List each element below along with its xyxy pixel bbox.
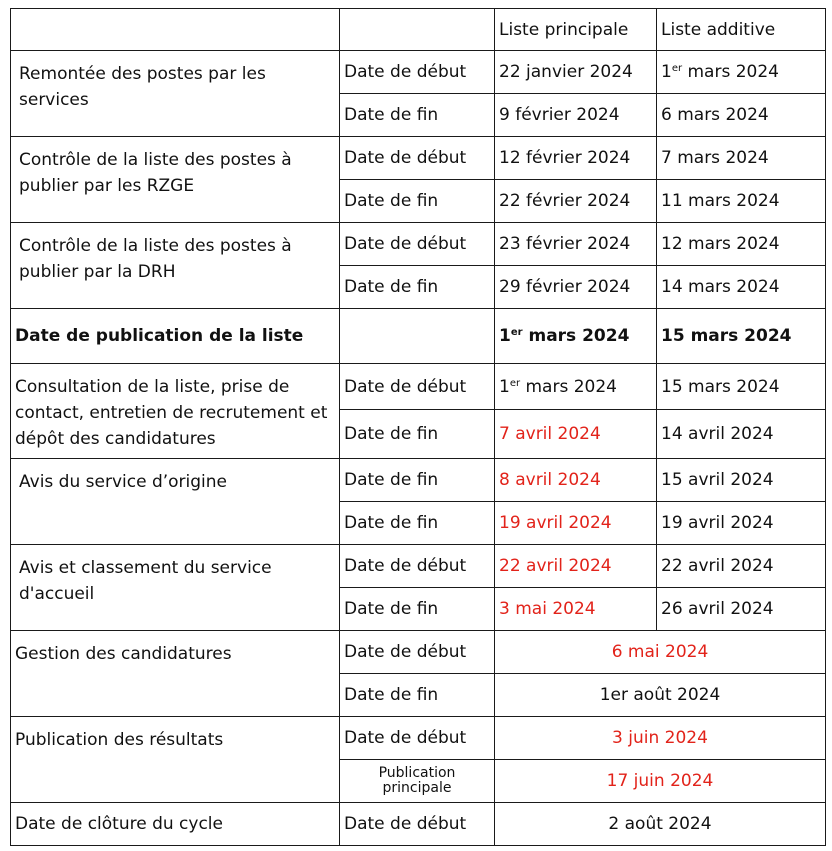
ordinal-number: 1 xyxy=(499,326,511,346)
merged-date: 6 mai 2024 xyxy=(495,631,826,674)
table-row xyxy=(11,717,826,760)
date-label: Date de début xyxy=(340,717,495,760)
activity-cell: Publication des résultats xyxy=(11,717,340,803)
principale-date: 22 février 2024 xyxy=(495,180,657,223)
principale-date xyxy=(495,309,657,364)
additive-date: 14 mars 2024 xyxy=(657,266,826,309)
additive-date: 14 avril 2024 xyxy=(657,410,826,459)
date-label: Date de fin xyxy=(340,588,495,631)
principale-date: 9 février 2024 xyxy=(495,94,657,137)
date-label: Date de fin xyxy=(340,674,495,717)
activity-cell: Remontée des postes par les services xyxy=(11,51,340,137)
date-label: Date de fin xyxy=(340,502,495,545)
date-label: Date de début xyxy=(340,803,495,846)
additive-date: 7 mars 2024 xyxy=(657,137,826,180)
table-row xyxy=(11,459,826,502)
principale-date: 8 avril 2024 xyxy=(495,459,657,502)
activity-cell: Avis du service d’origine xyxy=(11,459,340,545)
header-liste-additive: Liste additive xyxy=(657,9,826,51)
additive-date: 15 avril 2024 xyxy=(657,459,826,502)
merged-date: 2 août 2024 xyxy=(495,803,826,846)
activity-cell: Date de clôture du cycle xyxy=(11,803,340,846)
additive-date: 15 mars 2024 xyxy=(657,309,826,364)
merged-date: 1er août 2024 xyxy=(495,674,826,717)
additive-date: 15 mars 2024 xyxy=(657,364,826,410)
header-cell xyxy=(340,9,495,51)
date-label: Date de début xyxy=(340,545,495,588)
activity-cell: Contrôle de la liste des postes à publier par la DRH xyxy=(11,223,340,309)
schedule-table xyxy=(10,8,826,846)
principale-date xyxy=(495,364,657,410)
date-label: Date de début xyxy=(340,223,495,266)
ordinal-suffix: er xyxy=(510,327,523,338)
ordinal-suffix: er xyxy=(671,63,683,74)
merged-date: 17 juin 2024 xyxy=(495,760,826,803)
table-row xyxy=(11,803,826,846)
date-label: Date de fin xyxy=(340,180,495,223)
principale-date: 23 février 2024 xyxy=(495,223,657,266)
principale-date: 22 janvier 2024 xyxy=(495,51,657,94)
date-label: Date de début xyxy=(340,364,495,410)
activity-cell: Date de publication de la liste xyxy=(11,309,340,364)
date-rest: mars 2024 xyxy=(520,376,617,397)
additive-date: 22 avril 2024 xyxy=(657,545,826,588)
header-row xyxy=(11,9,826,51)
header-liste-principale: Liste principale xyxy=(495,9,657,51)
date-label: Date de fin xyxy=(340,94,495,137)
table-row xyxy=(11,51,826,94)
activity-cell: Consultation de la liste, prise de contact, entretien de recrutement et dépôt des candidatures xyxy=(11,364,340,459)
table-row xyxy=(11,137,826,180)
date-label: Date de fin xyxy=(340,459,495,502)
date-label: Date de début xyxy=(340,51,495,94)
activity-cell: Gestion des candidatures xyxy=(11,631,340,717)
additive-date: 6 mars 2024 xyxy=(657,94,826,137)
additive-date: 19 avril 2024 xyxy=(657,502,826,545)
ordinal-number: 1 xyxy=(661,62,672,82)
publication-row xyxy=(11,309,826,364)
principale-date: 22 avril 2024 xyxy=(495,545,657,588)
date-label xyxy=(340,760,495,803)
date-rest: mars 2024 xyxy=(522,326,630,346)
table-row xyxy=(11,545,826,588)
date-label: Date de début xyxy=(340,137,495,180)
principale-date: 3 mai 2024 xyxy=(495,588,657,631)
additive-date: 26 avril 2024 xyxy=(657,588,826,631)
ordinal-number: 1 xyxy=(499,376,510,397)
date-label: Date de début xyxy=(340,631,495,674)
table-row xyxy=(11,223,826,266)
principale-date: 12 février 2024 xyxy=(495,137,657,180)
additive-date: 11 mars 2024 xyxy=(657,180,826,223)
table-row xyxy=(11,631,826,674)
publication-principale-label: Publication principale xyxy=(378,765,456,796)
date-label: Date de fin xyxy=(340,266,495,309)
merged-date: 3 juin 2024 xyxy=(495,717,826,760)
principale-date: 19 avril 2024 xyxy=(495,502,657,545)
empty-cell xyxy=(340,309,495,364)
additive-date xyxy=(657,51,826,94)
activity-cell: Avis et classement du service d'accueil xyxy=(11,545,340,631)
header-cell xyxy=(11,9,340,51)
principale-date: 7 avril 2024 xyxy=(495,410,657,459)
activity-cell: Contrôle de la liste des postes à publier par les RZGE xyxy=(11,137,340,223)
date-rest: mars 2024 xyxy=(682,62,779,82)
ordinal-suffix: er xyxy=(509,377,521,389)
additive-date: 12 mars 2024 xyxy=(657,223,826,266)
date-label: Date de fin xyxy=(340,410,495,459)
principale-date: 29 février 2024 xyxy=(495,266,657,309)
table-row xyxy=(11,364,826,410)
